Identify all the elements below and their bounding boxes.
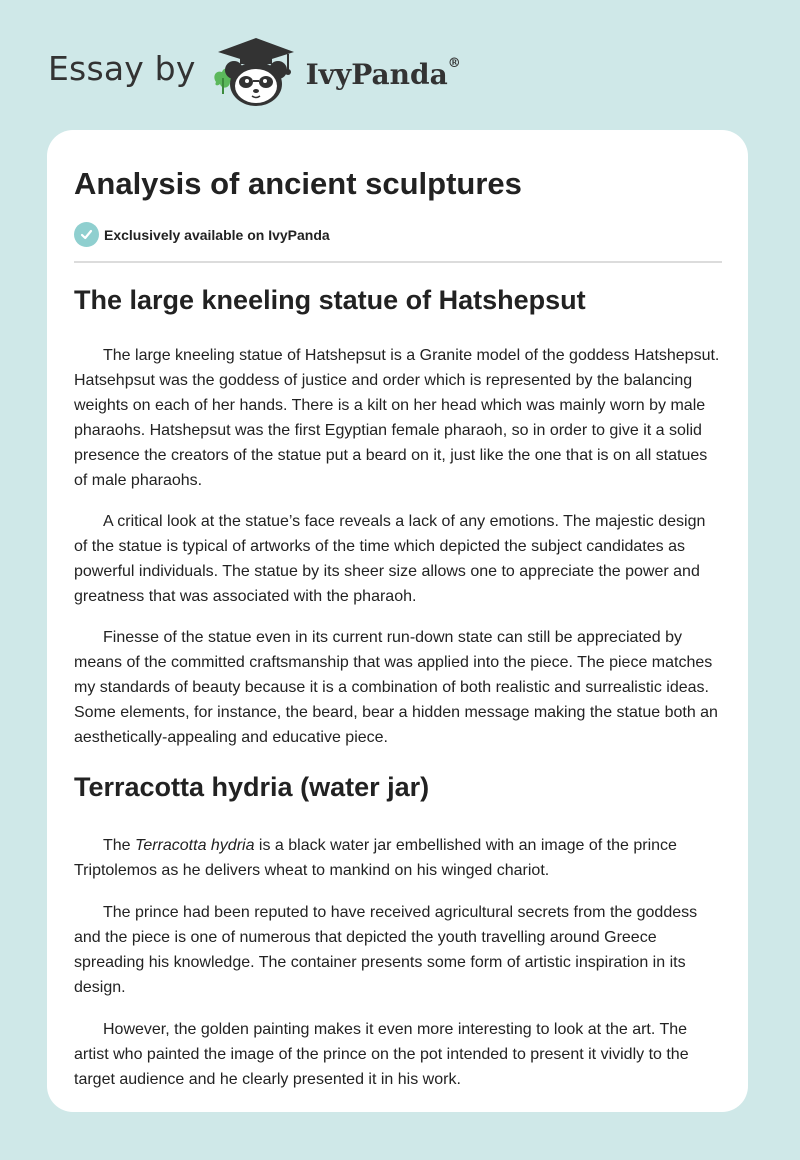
paragraph: The Terracotta hydria is a black water jar embellished with an image of the prince Triptolemos as he delivers wheat to mankind on his winged chariot. (74, 837, 677, 880)
brand-name: IvyPanda® (305, 55, 461, 91)
ivypanda-logo-icon[interactable] (210, 36, 302, 108)
exclusive-badge (74, 222, 330, 247)
page-title: Analysis of ancient sculptures (74, 166, 522, 201)
paragraph: However, the golden painting makes it even more interesting to look at the art. The artist who painted the image of the prince on the pot intended to present it vividly to the target audience and he clearly presented it in his work. (74, 1021, 689, 1089)
registered-mark: ® (447, 55, 461, 71)
paragraph: Finesse of the statue even in its current run-down state can still be appreciated by means of the committed craftsmanship that was applied into the piece. The piece matches my standards of beauty because it is a combination of both realistic and surrealistic ideas. Some elements, for instance, the beard, bear a hidden message making the statue both an aesthetically-appealing and educative piece. (74, 629, 718, 747)
brand-prefix: Essay by (48, 48, 196, 88)
title-divider (74, 261, 722, 263)
section-terracotta-hydria (74, 770, 722, 1092)
essay-content (74, 280, 722, 1092)
paragraph: The large kneeling statue of Hatshepsut is a Granite model of the goddess Hatshepsut. Hatsehpsut was the goddess of justice and order which is represented by the balancing weights on each of her hands. There is a kilt on her head which was mainly worn by male pharaohs. Hatshepsut was the first Egyptian female pharaoh, so in order to give it a solid presence the creators of the statue put a beard on it, just like the one that is on all statues of male pharaohs. (74, 347, 720, 490)
paragraph: The prince had been reputed to have received agricultural secrets from the goddess and the piece is one of numerous that depicted the youth travelling around Greece spreading his knowledge. The container presents some form of artistic inspiration in its design. (74, 904, 698, 997)
section-heading: Terracotta hydria (water jar) (74, 772, 430, 803)
check-circle-icon (74, 222, 99, 247)
paragraph: A critical look at the statue’s face reveals a lack of any emotions. The majestic design of the statue is typical of artworks of the time which depicted the subject candidates as powerful individuals. The statue by its sheer size allows one to appreciate the power and greatness that was associated with the pharaoh. (74, 513, 706, 606)
exclusive-label: Exclusively available on IvyPanda (104, 226, 330, 243)
section-heading: The large kneeling statue of Hatshepsut (74, 285, 586, 315)
brand-header (48, 36, 461, 108)
artwork-title: Terracotta hydria (135, 837, 255, 855)
essay-card (47, 130, 748, 1112)
section-hatshepsut (74, 283, 722, 750)
